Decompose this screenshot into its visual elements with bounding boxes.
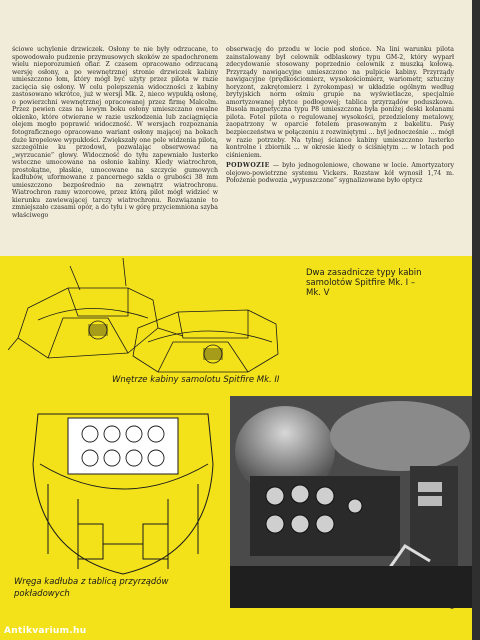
watermark-text: Antikvarium.hu — [4, 626, 87, 636]
cockpit-photo — [230, 396, 472, 608]
page-number: 5 — [450, 603, 455, 611]
caption-spitfire-cabin-types: Dwa zasadnicze typy kabin samolotów Spitfire Mk. I – Mk. V — [306, 268, 422, 298]
text-column-right — [226, 46, 454, 185]
text-column-left — [12, 46, 218, 220]
right-column-paragraph-2: — było jednogoleniowe, chowane w locie. Amortyzatory olejowo-powietrzne systemu Vickers. Rozstaw kół wynosił 1,74 m. Położenie podwozia „wypuszczone” sygnalizowane było optycz — [226, 162, 454, 185]
right-column-paragraph-1: obserwację do przodu w locie pod słońce. Na lini warunku pilota zainstalowany był celownik odblaskowy typu GM-2, który wyparł zdecydowanie stosowany poprzednio celownik z muszką kołową. Przyrządy nawigacyjne umieszczono na pulpicie kabiny. Przyrządy nawigacyjne (prędkościomierz, wysokościomierz, wariometr, sztuczny horyzont, zakrętomierz i żyrokompas) w układzie ogólnym według brytyjskich norm ośmiu grupie na wyświetlacze, specjalnie amortyzowanej płytce podłogowej; tablica przyrządów poduszkowa. Busola magnetyczna typu P8 umieszczona była poniżej deski kolanami pilota. Fotel pilota o regulowanej wysokości, przedzielony metalowy, zaopatrzony w oparcie fotelem prasowanym z bakelitu. Pasy bezpieczeństwa w połączeniu z rozwiniętymi ... był jednocześnie ... mógł w razie potrzeby. Na tylnej ściance kabiny umieszczono lusterko kontrolne i zbiornik ... w okresie kiedy o ściśniętym ... w lotach pod ciśnieniem. — [226, 46, 454, 159]
cockpit-photo-image — [230, 396, 472, 608]
fuselage-frame-instrument-panel-drawing — [8, 404, 238, 580]
left-column-paragraph: ściowe uchylenie drzwiczek. Osłony te nie były odrzucane, to spowodowało pudzenie przymusowych skoków ze spadochronem wielu nieporozumień ofiar. Z czasem opracowano odrzucaną wersję osłony, a po wewnętrznej stronie drzwiczek kabiny umieszczono łom, który mógł być użyty przez pilota w razie zacięcia się osłony. W celu polepszenia widoczności z kabiny zastosowano wkrótce, już w wersji Mk. 2, nieco wypukłą osłonę, o powierzchni wewnętrznej opracowanej przez firmę Malcolm. Przez pewien czas na lewym boku osłony umieszczano owalne okienko, które otwierane w razie uszkodzenia lub zaciągnięcia olejem mogło poprawić widoczność. W wersjach rozpoznania fotograficznego opracowano wariant osłony mającej na bokach duże kropelowe wypukłości. Zwiększały one pole widzenia pilota, szczególnie ku przodowi, pozwalając obserwować na „wyrzucanie” głowy. Widoczność do tyłu zapewniało lusterko wsteczne umocowane na osłonie kabiny. Kiedy wiatrochron, prostokątne, płaskie, umocowane na szczycie gumowych kadłubów, uformowane z pancernego szkła o grubości 38 mm umieszczono bezpośrednio na zewnątrz wiatrochronu. Wiatrochron ramy wzorcowe, przez którą pilot mógł widzieć w kierunku zawiewającej tarczy wiatrochronu. Rozwiązanie to zmniejszało czasami opór, a do tyłu i w górę przyciemniona szyba właściwego — [12, 46, 218, 220]
caption-cockpit-interior: Wnętrze kabiny samolotu Spitfire Mk. II — [112, 375, 280, 385]
caption-fuselage-frame: Wręga kadłuba z tablicą przyrządów pokładowych — [14, 577, 169, 599]
cockpit-canopy-drawing — [8, 258, 308, 376]
section-lead-word: PODWOZIE — [226, 162, 270, 170]
